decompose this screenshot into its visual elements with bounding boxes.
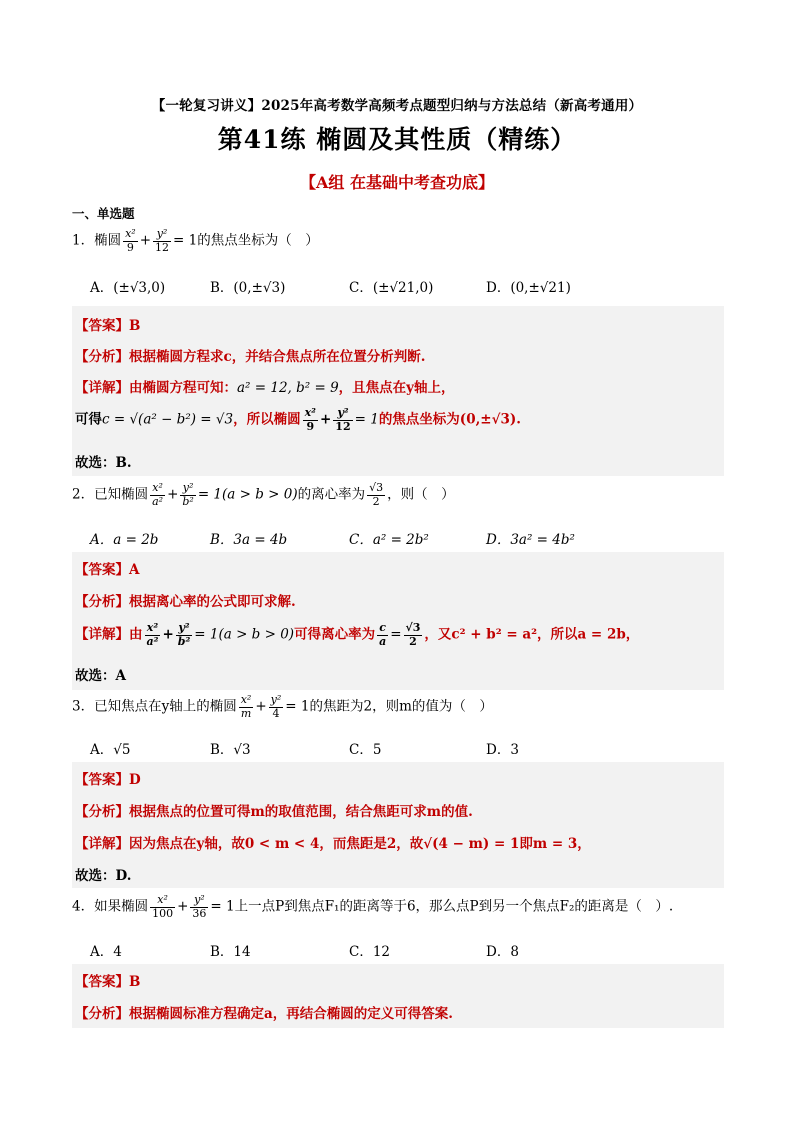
fraction: $\frac{\text{y²}}{12}$ [155,227,170,254]
answer-line: 【答案】B [75,974,141,990]
series-header: 【一轮复习讲义】2025年高考数学高频考点题型归纳与方法总结（新高考通用） [151,98,643,114]
fraction: $\frac{\text{y²}}{36}$ [192,893,207,920]
fraction: $\frac{\text{y²}}{\text{b²}}$ [177,621,191,648]
question-4-answer-box [72,964,724,1028]
question-3-option-b: B．√3 [210,742,251,758]
analysis-line: 【分析】根据椭圆方程求c，并结合焦点所在位置分析判断. [75,349,426,365]
question-3-stem: 3．已知焦点在y轴上的椭圆 $\frac{\text{x²}}{m}$ + $\frac{\text{y²}}{4}$ = 1的焦距为2，则m的值为（ ） [72,693,493,720]
question-1-stem: 1．椭圆 $\frac{\text{x²}}{9}$ + $\frac{\text{y²}}{12}$ = 1的焦点坐标为（ ） [72,227,319,254]
question-2-option-d: D．3a² = 4b² [486,532,575,548]
question-2-option-a: A．a = 2b [90,532,159,548]
section-heading: 一、单选题 [72,206,135,221]
page-title: 第41练 椭圆及其性质（精练） [217,125,577,154]
answer-line: 【答案】D [75,772,141,788]
detail-line: 【详解】因为焦点在y轴，故0 < m < 4，而焦距是2，故√(4 − m) = 1即m = 3， [75,836,591,852]
question-4-option-a: A．4 [90,944,122,960]
question-2-answer-box [72,552,724,690]
answer-line: 【答案】A [75,562,140,578]
fraction: $\frac{\text{x²}}{m}$ [240,693,252,720]
fraction: $\frac{c}{a}$ [379,621,387,648]
question-2-option-c: C．a² = 2b² [349,532,429,548]
question-2-stem: 2．已知椭圆 $\frac{\text{x²}}{\text{a²}}$ + $\frac{\text{y²}}{\text{b²}}$ = 1(a > b > 0)的离心率为 $\frac{√3}{2}$ ，则（ ） [72,481,455,508]
question-4-option-d: D．8 [486,944,519,960]
question-1-option-a: A．(±√3,0) [90,280,166,296]
fraction: $\frac{\text{y²}}{4}$ [270,693,282,720]
question-1-option-d: D．(0,±√21) [486,280,571,296]
question-3-answer-box [72,762,724,888]
question-1-option-b: B．(0,±√3) [210,280,286,296]
fraction: $\frac{\text{x²}}{\text{a²}}$ [146,621,159,648]
detail-line: 【详解】由 $\frac{\text{x²}}{\text{a²}}$ + $\frac{\text{y²}}{\text{b²}}$ = 1(a > b > 0)可得离心率为 $\frac{c}{a}$ = $\frac{√3}{2}$ ，又c² + b² = a²，所以a = 2b， [75,621,640,648]
analysis-line: 【分析】根据椭圆标准方程确定a，再结合椭圆的定义可得答案. [75,1006,453,1022]
fraction: $\frac{√3}{2}$ [405,621,421,648]
detail-line-2: 可得c = √(a² − b²) = √3，所以椭圆 $\frac{\text{x²}}{9}$ + $\frac{\text{y²}}{12}$ = 1的焦点坐标为(0,±√3). [75,406,521,433]
fraction: $\frac{\text{x²}}{100}$ [152,893,174,920]
choice-line: 故选：B. [75,455,132,471]
answer-line: 【答案】B [75,318,141,334]
question-4-stem: 4．如果椭圆 $\frac{\text{x²}}{100}$ + $\frac{\text{y²}}{36}$ = 1上一点P到焦点F₁的距离等于6，那么点P到另一个焦点F₂的距离是（ ）. [72,893,674,920]
analysis-line: 【分析】根据离心率的公式即可求解. [75,594,296,610]
question-4-option-b: B．14 [210,944,251,960]
fraction: $\frac{√3}{2}$ [369,481,384,508]
choice-line: 故选：A [75,668,126,684]
analysis-line: 【分析】根据焦点的位置可得m的取值范围，结合焦距可求m的值. [75,804,473,820]
question-1-answer-box [72,306,724,476]
fraction: $\frac{\text{x²}}{\text{a²}}$ [152,481,164,508]
question-3-option-a: A．√5 [90,742,131,758]
question-1-option-c: C．(±√21,0) [349,280,434,296]
question-4-option-c: C．12 [349,944,391,960]
fraction: $\frac{\text{y²}}{12}$ [335,406,351,433]
fraction: $\frac{\text{x²}}{9}$ [304,406,316,433]
question-2-option-b: B．3a = 4b [210,532,288,548]
detail-line: 【详解】由椭圆方程可知：a² = 12, b² = 9，且焦点在y轴上， [75,380,455,396]
question-3-option-c: C．5 [349,742,382,758]
fraction: $\frac{\text{x²}}{9}$ [125,227,136,254]
choice-line: 故选：D. [75,868,132,884]
group-heading: 【A组 在基础中考查功底】 [300,173,494,192]
question-3-option-d: D．3 [486,742,519,758]
fraction: $\frac{\text{y²}}{\text{b²}}$ [182,481,194,508]
